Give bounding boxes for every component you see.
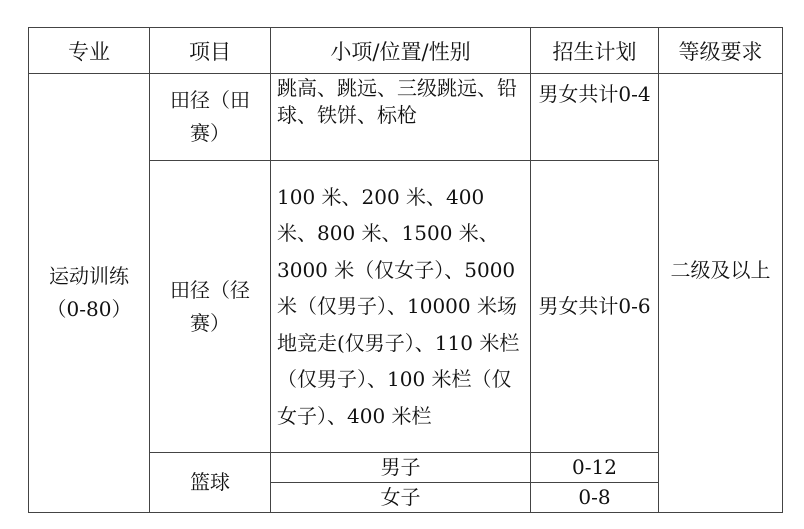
major-cell: 运动训练（0-80） [29, 74, 150, 513]
project-cell: 篮球 [150, 453, 271, 513]
header-row [29, 28, 783, 74]
admission-table [28, 27, 783, 513]
events-cell: 跳高、跳远、三级跳远、铅球、铁饼、标枪 [271, 74, 531, 161]
header-plan: 招生计划 [531, 28, 659, 74]
header-events: 小项/位置/性别 [271, 28, 531, 74]
plan-cell: 男女共计0-6 [531, 161, 659, 453]
plan-cell: 男女共计0-4 [531, 74, 659, 161]
header-major: 专业 [29, 28, 150, 74]
project-cell: 田径（径赛） [150, 161, 271, 453]
events-cell: 100 米、200 米、400 米、800 米、1500 米、3000 米（仅女子）、5000 米（仅男子）、10000 米场地竞走(仅男子）、110 米栏（仅男子）、100 米栏（仅女子）、400 米栏 [271, 161, 531, 453]
table-row [29, 74, 783, 161]
header-level: 等级要求 [659, 28, 783, 74]
gender-cell: 男子 [271, 453, 531, 483]
plan-cell: 0-8 [531, 483, 659, 513]
plan-cell: 0-12 [531, 453, 659, 483]
level-cell: 二级及以上 [659, 74, 783, 513]
gender-cell: 女子 [271, 483, 531, 513]
header-project: 项目 [150, 28, 271, 74]
project-cell: 田径（田赛） [150, 74, 271, 161]
